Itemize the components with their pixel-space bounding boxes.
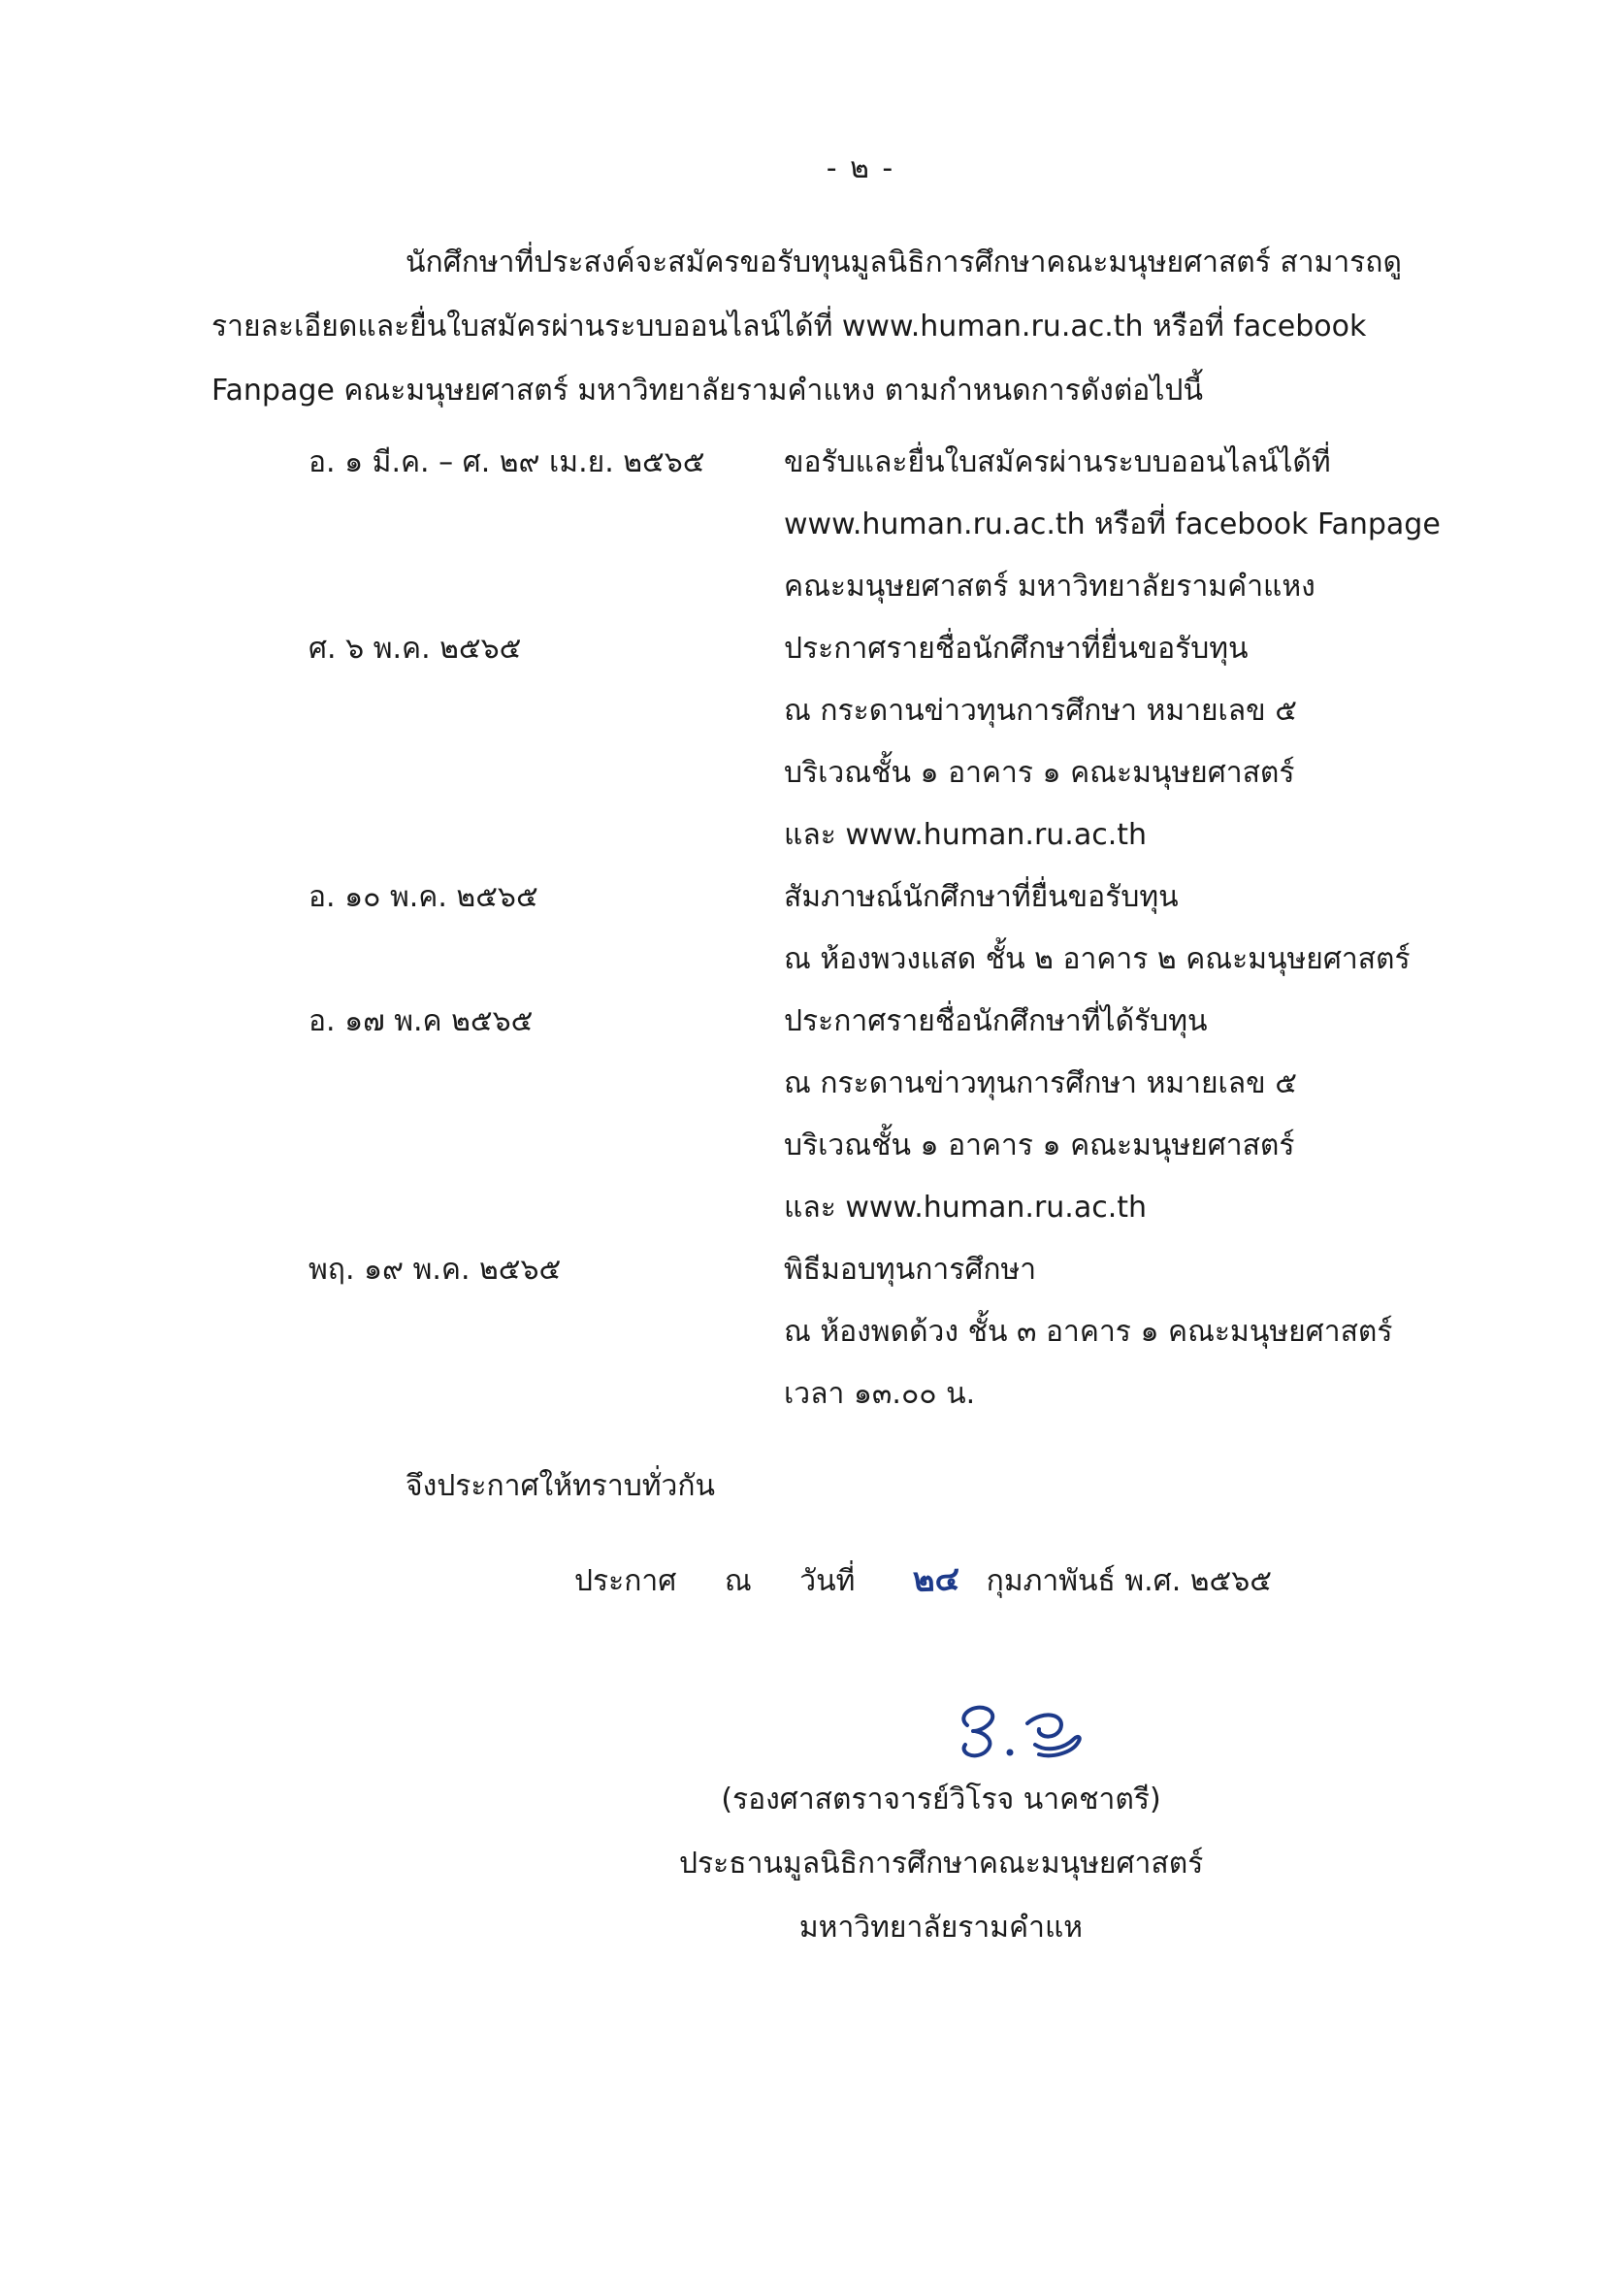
schedule-row <box>309 618 1511 867</box>
schedule-description <box>784 867 1511 991</box>
schedule-row <box>309 991 1511 1239</box>
schedule-date: อ. ๑๐ พ.ค. ๒๕๖๕ <box>309 880 538 914</box>
schedule-row <box>309 867 1511 991</box>
schedule-line: สัมภาษณ์นักศึกษาที่ยื่นขอรับทุน <box>784 880 1179 914</box>
signatory-position: ประธานมูลนิธิการศึกษาคณะมนุษยศาสตร์ <box>679 1847 1204 1881</box>
handwritten-day: ๒๔ <box>912 1559 960 1600</box>
signatory-block <box>679 1768 1203 1960</box>
schedule-line: ณ กระดานข่าวทุนการศึกษา หมายเลข ๕ <box>784 1066 1297 1100</box>
schedule-line: บริเวณชั้น ๑ อาคาร ๑ คณะมนุษยศาสตร์ <box>784 756 1295 790</box>
schedule-line: ณ กระดานข่าวทุนการศึกษา หมายเลข ๕ <box>784 694 1297 728</box>
handwritten-signature <box>946 1688 1091 1776</box>
schedule-line: ประกาศรายชื่อนักศึกษาที่ได้รับทุน <box>784 1004 1208 1038</box>
schedule-date: อ. ๑ มี.ค. – ศ. ๒๙ เม.ย. ๒๕๖๕ <box>309 445 705 479</box>
announce-month-year: กุมภาพันธ์ พ.ศ. ๒๕๖๕ <box>986 1564 1273 1598</box>
page-number: - ๒ - <box>826 151 895 185</box>
schedule-line: ณ ห้องพวงแสด ชั้น ๒ อาคาร ๒ คณะมนุษยศาสตร์ <box>784 942 1411 976</box>
schedule-line: และ www.human.ru.ac.th <box>784 1191 1148 1225</box>
signatory-name: (รองศาสตราจารย์วิโรจ นาคชาตรี) <box>721 1783 1161 1816</box>
schedule-line: บริเวณชั้น ๑ อาคาร ๑ คณะมนุษยศาสตร์ <box>784 1129 1295 1162</box>
schedule-date: ศ. ๖ พ.ค. ๒๕๖๕ <box>309 632 522 666</box>
announcement-date <box>574 1553 1272 1605</box>
intro-line-1: นักศึกษาที่ประสงค์จะสมัครขอรับทุนมูลนิธิการศึกษาคณะมนุษยศาสตร์ สามารถดู <box>406 245 1402 279</box>
schedule-line: www.human.ru.ac.th หรือที่ facebook Fanpage <box>784 507 1441 541</box>
intro-line-2: รายละเอียดและยื่นใบสมัครผ่านระบบออนไลน์ได้ที่ www.human.ru.ac.th หรือที่ facebook <box>211 310 1367 344</box>
schedule-line: คณะมนุษยศาสตร์ มหาวิทยาลัยรามคำแหง <box>784 570 1315 604</box>
schedule-description <box>784 991 1511 1239</box>
intro-paragraph <box>211 231 1414 423</box>
announce-prefix: ประกาศ <box>574 1564 677 1598</box>
schedule-description <box>784 618 1511 867</box>
closing-statement: จึงประกาศให้ทราบทั่วกัน <box>406 1469 716 1503</box>
schedule-line: และ www.human.ru.ac.th <box>784 818 1148 852</box>
schedule-line: พิธีมอบทุนการศึกษา <box>784 1253 1037 1287</box>
schedule-description <box>784 432 1511 618</box>
schedule-line: ณ ห้องพดด้วง ชั้น ๓ อาคาร ๑ คณะมนุษยศาสตร์ <box>784 1315 1393 1349</box>
schedule-date: อ. ๑๗ พ.ค ๒๕๖๕ <box>309 1004 534 1038</box>
schedule-row <box>309 432 1511 618</box>
schedule-description <box>784 1239 1511 1425</box>
schedule-row <box>309 1239 1511 1425</box>
announce-date-label: วันที่ <box>799 1564 856 1598</box>
schedule-date: พฤ. ๑๙ พ.ค. ๒๕๖๕ <box>309 1253 562 1287</box>
schedule <box>309 432 1511 1425</box>
schedule-line: ขอรับและยื่นใบสมัครผ่านระบบออนไลน์ได้ที่ <box>784 445 1331 479</box>
intro-line-3: Fanpage คณะมนุษยศาสตร์ มหาวิทยาลัยรามคำแหง ตามกำหนดการดังต่อไปนี้ <box>211 374 1203 408</box>
announce-at: ณ <box>724 1564 752 1598</box>
signatory-institution: มหาวิทยาลัยรามคำแห <box>798 1911 1084 1945</box>
schedule-line: ประกาศรายชื่อนักศึกษาที่ยื่นขอรับทุน <box>784 632 1249 666</box>
schedule-line: เวลา ๑๓.๐๐ น. <box>784 1377 976 1411</box>
